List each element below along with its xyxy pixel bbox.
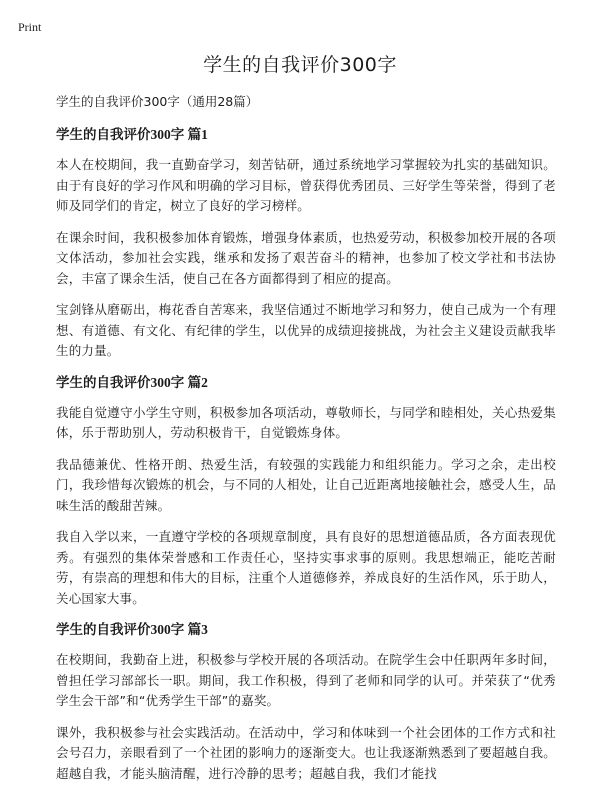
page-title: 学生的自我评价300字 xyxy=(203,54,397,76)
section-1 xyxy=(56,125,556,362)
section-heading: 学生的自我评价300字 篇2 xyxy=(56,374,208,390)
paragraph: 我品德兼优、性格开朗、热爱生活，有较强的实践能力和组织能力。学习之余，走出校门，我珍惜每次锻炼的机会，与不同的人相处，让自己近距离地接触社会，感受人生，品味生活的酸甜苦辣。 xyxy=(56,456,556,513)
section-2 xyxy=(56,373,556,610)
section-3 xyxy=(56,620,556,784)
paragraph: 课外，我积极参与社会实践活动。在活动中，学习和体味到一个社会团体的工作方式和社会号召力，亲眼看到了一个社团的影响力的逐渐变大。也让我逐渐熟悉到了要超越自我。超越自我，才能头脑清醒，进行冷静的思考；超越自我，我们才能找 xyxy=(56,724,556,781)
paragraph: 我自入学以来，一直遵守学校的各项规章制度，具有良好的思想道德品质，各方面表现优秀。有强烈的集体荣誉感和工作责任心，坚持实事求事的原则。我思想端正，能吃苦耐劳，有崇高的理想和伟大的目标，注重个人道德修养，养成良好的生活作风，乐于助人，关心国家大事。 xyxy=(56,529,556,606)
paragraph: 我能自觉遵守小学生守则，积极参加各项活动，尊敬师长，与同学和睦相处，关心热爱集体，乐于帮助别人，劳动积极肯干，自觉锻炼身体。 xyxy=(56,404,556,440)
paragraph: 在校期间，我勤奋上进，积极参与学校开展的各项活动。在院学生会中任职两年多时间，曾担任学习部部长一职。期间，我工作积极，得到了老师和同学的认可。并荣获了“优秀学生会干部”和“优秀学生干部”的嘉奖。 xyxy=(56,652,556,708)
paragraph: 宝剑锋从磨砺出，梅花香自苦寒来，我坚信通过不断地学习和努力，使自己成为一个有理想、有道德、有文化、有纪律的学生，以优异的成绩迎接挑战，为社会主义建设贡献我毕生的力量。 xyxy=(56,302,556,358)
document-subtitle: 学生的自我评价300字（通用28篇） xyxy=(56,94,259,109)
paragraph: 在课余时间，我积极参加体育锻炼，增强身体素质，也热爱劳动，积极参加校开展的各项文体活动，参加社会实践，继承和发扬了艰苦奋斗的精神，也参加了校文学社和书法协会，丰富了课余生活，使自己在各方面都得到了相应的提高。 xyxy=(56,229,556,286)
print-link[interactable]: Print xyxy=(18,20,42,34)
section-heading: 学生的自我评价300字 篇1 xyxy=(56,127,208,142)
document-body xyxy=(56,93,556,795)
paragraph: 本人在校期间，我一直勤奋学习，刻苦钻研，通过系统地学习掌握较为扎实的基础知识。由于有良好的学习作风和明确的学习目标，曾获得优秀团员、三好学生等荣誉，得到了老师及同学们的肯定，树立了良好的学习榜样。 xyxy=(56,157,556,213)
section-heading: 学生的自我评价300字 篇3 xyxy=(56,622,208,637)
